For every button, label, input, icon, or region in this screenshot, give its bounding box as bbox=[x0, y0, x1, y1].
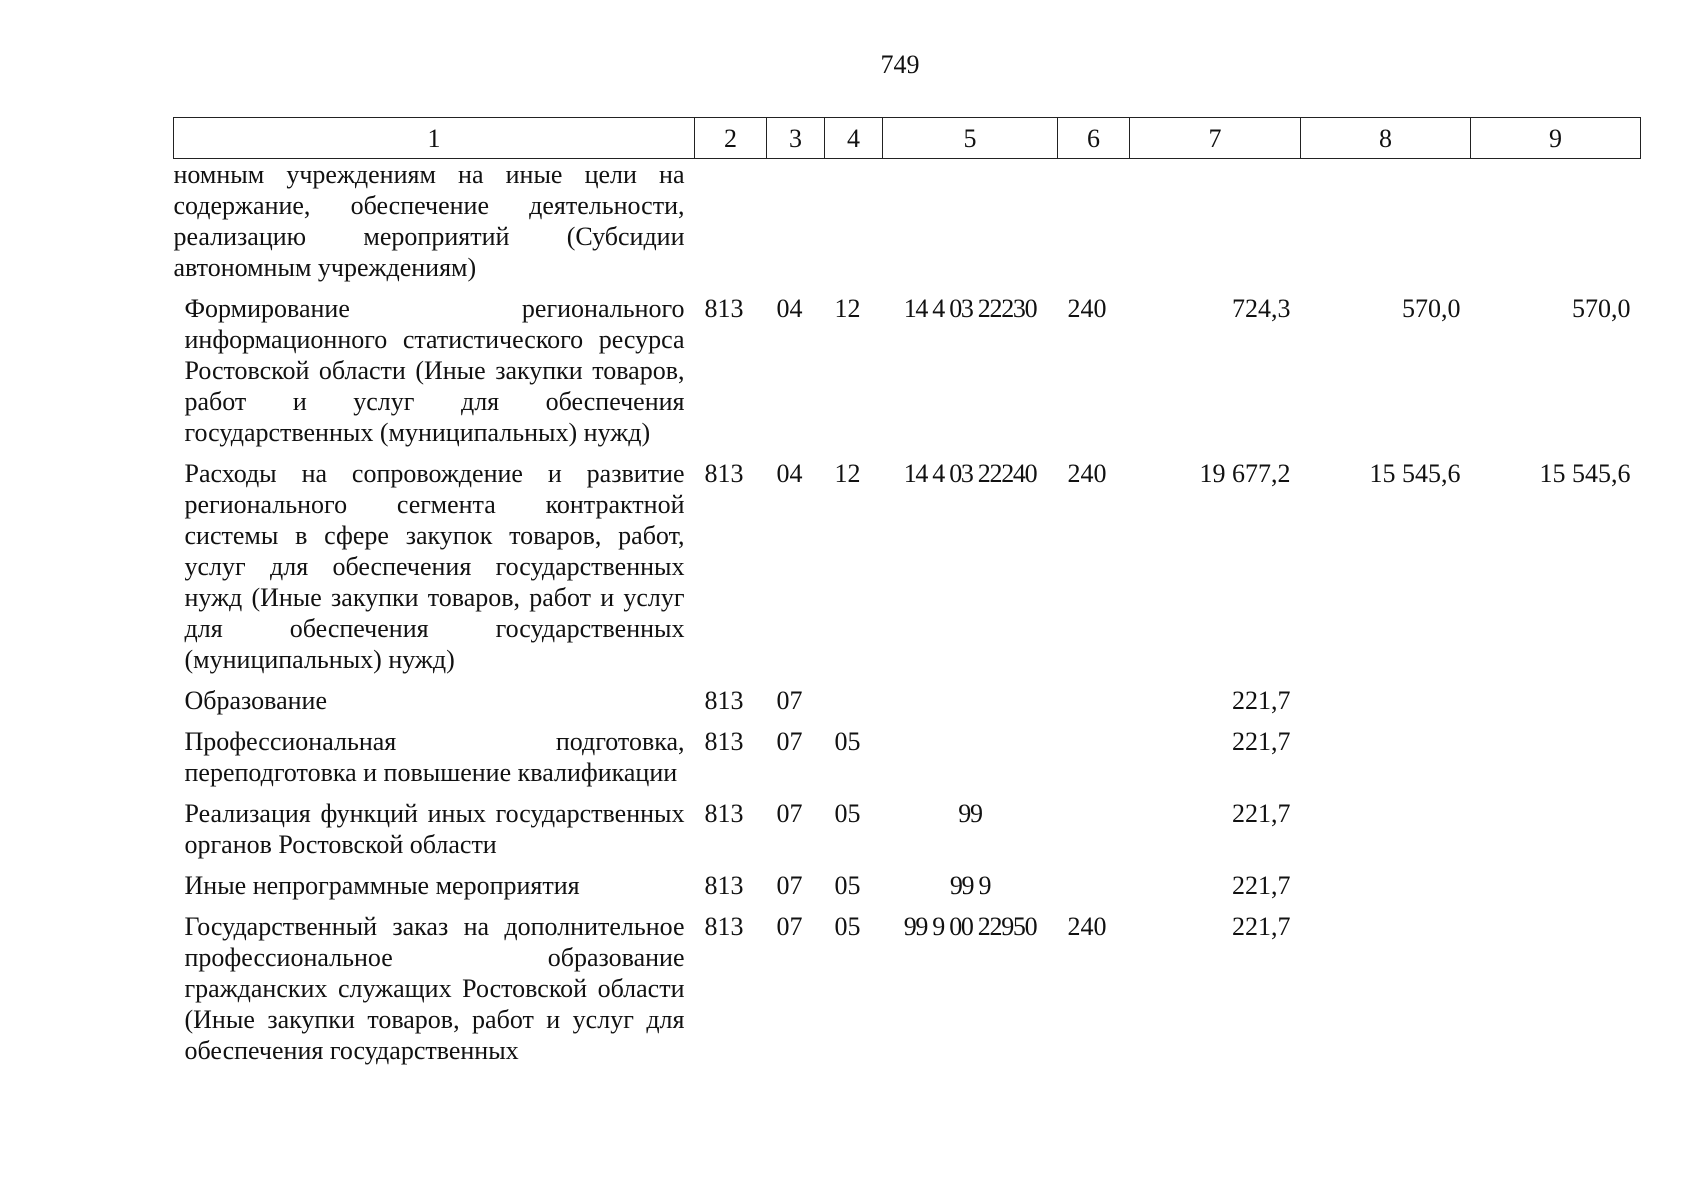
amount-col8 bbox=[1301, 159, 1471, 294]
vr-code: 240 bbox=[1067, 459, 1107, 488]
budget-table bbox=[173, 117, 1641, 1076]
ved-code: 813 bbox=[704, 799, 744, 828]
row-name: номным учреждениям на иные цели на содержание, обеспечение деятельности, реализацию мероприятий (Субсидии автономным учреждениям) bbox=[173, 160, 685, 282]
pr-code: 05 bbox=[834, 799, 861, 828]
column-header: 5 bbox=[883, 118, 1058, 159]
column-header: 9 bbox=[1471, 118, 1641, 159]
column-header: 8 bbox=[1301, 118, 1471, 159]
table-row bbox=[174, 458, 1641, 685]
pr-code: 05 bbox=[834, 871, 861, 900]
amount-col8 bbox=[1301, 870, 1471, 911]
column-header: 6 bbox=[1058, 118, 1130, 159]
amount-col7: 221,7 bbox=[1232, 727, 1291, 756]
table-row bbox=[174, 685, 1641, 726]
ved-code: 813 bbox=[704, 871, 744, 900]
vr-code bbox=[1058, 870, 1130, 911]
table-row bbox=[174, 911, 1641, 1076]
amount-col8: 570,0 bbox=[1402, 294, 1461, 323]
amount-col9 bbox=[1471, 870, 1641, 911]
table-row bbox=[174, 159, 1641, 294]
csr-code: 99 bbox=[958, 799, 982, 828]
csr-code: 99 9 00 22950 bbox=[903, 912, 1037, 941]
vr-code bbox=[1058, 726, 1130, 798]
amount-col8: 15 545,6 bbox=[1369, 459, 1461, 488]
csr-code: 99 9 bbox=[949, 871, 991, 900]
rz-code: 07 bbox=[776, 799, 803, 828]
ved-code: 813 bbox=[704, 294, 744, 323]
amount-col7: 724,3 bbox=[1232, 294, 1291, 323]
ved-code: 813 bbox=[704, 459, 744, 488]
rz-code: 07 bbox=[776, 871, 803, 900]
ved-code bbox=[695, 159, 767, 294]
amount-col9: 570,0 bbox=[1572, 294, 1631, 323]
csr-code bbox=[883, 726, 1058, 798]
table-header-row bbox=[174, 118, 1641, 159]
rz-code: 07 bbox=[776, 727, 803, 756]
amount-col7 bbox=[1130, 159, 1301, 294]
row-name: Реализация функций иных государственных органов Ростовской области bbox=[184, 799, 685, 859]
column-header: 4 bbox=[825, 118, 883, 159]
csr-code: 14 4 03 22240 bbox=[903, 459, 1037, 488]
amount-col8 bbox=[1301, 726, 1471, 798]
amount-col8 bbox=[1301, 685, 1471, 726]
vr-code: 240 bbox=[1067, 294, 1107, 323]
amount-col7: 221,7 bbox=[1232, 799, 1291, 828]
rz-code: 07 bbox=[776, 912, 803, 941]
amount-col8 bbox=[1301, 911, 1471, 1076]
pr-code: 05 bbox=[834, 912, 861, 941]
row-name: Формирование регионального информационного статистического ресурса Ростовской области (Иные закупки товаров, работ и услуг для обеспечения государственных (муниципальных) нужд) bbox=[184, 294, 685, 447]
page-number: 749 bbox=[880, 50, 920, 79]
vr-code bbox=[1058, 159, 1130, 294]
amount-col9 bbox=[1471, 726, 1641, 798]
row-name: Образование bbox=[184, 686, 328, 715]
csr-code bbox=[883, 159, 1058, 294]
vr-code bbox=[1058, 685, 1130, 726]
pr-code: 12 bbox=[834, 294, 861, 323]
csr-code: 14 4 03 22230 bbox=[903, 294, 1037, 323]
amount-col9 bbox=[1471, 911, 1641, 1076]
pr-code bbox=[825, 159, 883, 294]
rz-code: 04 bbox=[776, 294, 803, 323]
amount-col9 bbox=[1471, 159, 1641, 294]
csr-code bbox=[883, 685, 1058, 726]
vr-code: 240 bbox=[1067, 912, 1107, 941]
table-row bbox=[174, 293, 1641, 458]
row-name: Иные непрограммные мероприятия bbox=[184, 871, 580, 900]
column-header: 7 bbox=[1130, 118, 1301, 159]
column-header: 1 bbox=[174, 118, 695, 159]
ved-code: 813 bbox=[704, 686, 744, 715]
amount-col9 bbox=[1471, 685, 1641, 726]
table-row bbox=[174, 870, 1641, 911]
rz-code: 07 bbox=[776, 686, 803, 715]
row-name: Профессиональная подготовка, переподготовка и повышение квалификации bbox=[184, 727, 685, 787]
amount-col7: 221,7 bbox=[1232, 912, 1291, 941]
rz-code: 04 bbox=[776, 459, 803, 488]
column-header: 3 bbox=[767, 118, 825, 159]
vr-code bbox=[1058, 798, 1130, 870]
ved-code: 813 bbox=[704, 912, 744, 941]
amount-col7: 221,7 bbox=[1232, 686, 1291, 715]
rz-code bbox=[767, 159, 825, 294]
pr-code: 12 bbox=[834, 459, 861, 488]
amount-col9: 15 545,6 bbox=[1539, 459, 1631, 488]
amount-col7: 221,7 bbox=[1232, 871, 1291, 900]
table-row bbox=[174, 726, 1641, 798]
row-name: Государственный заказ на дополнительное профессиональное образование гражданских служащих Ростовской области (Иные закупки товаров, работ и услуг для обеспечения государственных bbox=[184, 912, 685, 1065]
ved-code: 813 bbox=[704, 727, 744, 756]
amount-col7: 19 677,2 bbox=[1199, 459, 1291, 488]
row-name: Расходы на сопровождение и развитие регионального сегмента контрактной системы в сфере закупок товаров, работ, услуг для обеспечения государственных нужд (Иные закупки товаров, работ и услуг для обеспечения государственных (муниципальных) нужд) bbox=[184, 459, 685, 674]
column-header: 2 bbox=[695, 118, 767, 159]
table-row bbox=[174, 798, 1641, 870]
amount-col9 bbox=[1471, 798, 1641, 870]
pr-code: 05 bbox=[834, 727, 861, 756]
amount-col8 bbox=[1301, 798, 1471, 870]
pr-code bbox=[825, 685, 883, 726]
